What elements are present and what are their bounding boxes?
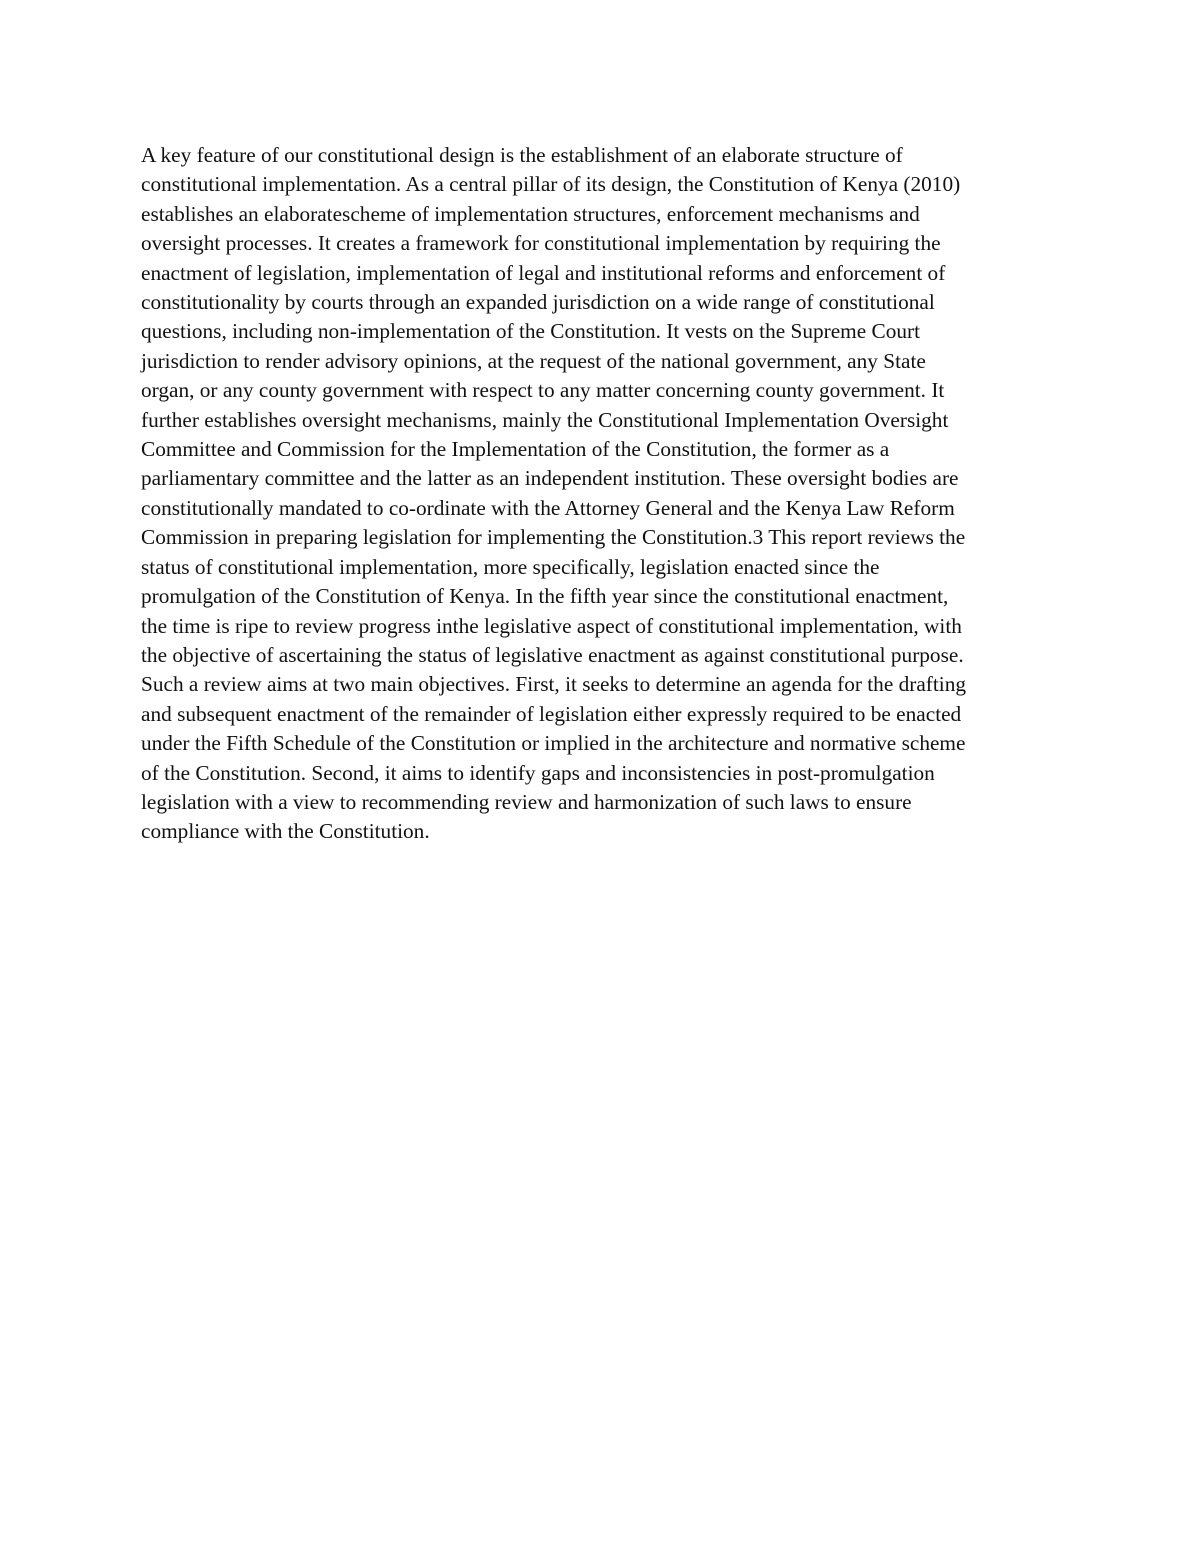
paragraph-line: Such a review aims at two main objectives. First, it seeks to determine an agenda for the drafting [141,672,967,697]
paragraph-line: organ, or any county government with respect to any matter concerning county government. It [141,378,945,403]
paragraph-line: questions, including non-implementation of the Constitution. It vests on the Supreme Court [141,319,921,344]
paragraph-line: compliance with the Constitution. [141,819,430,844]
paragraph-line: and subsequent enactment of the remainder of legislation either expressly required to be enacted [141,701,962,726]
paragraph-line: enactment of legislation, implementation of legal and institutional reforms and enforcement of [141,260,946,285]
paragraph-line: A key feature of our constitutional design is the establishment of an elaborate structure of [141,143,903,167]
paragraph-line: further establishes oversight mechanisms, mainly the Constitutional Implementation Oversight [141,407,949,432]
paragraph-line: constitutionality by courts through an expanded jurisdiction on a wide range of constitutional [141,290,935,315]
paragraph-line: under the Fifth Schedule of the Constitution or implied in the architecture and normative scheme [141,731,966,756]
paragraph-line: parliamentary committee and the latter as an independent institution. These oversight bodies are [141,466,959,491]
paragraph-line: status of constitutional implementation, more specifically, legislation enacted since the [141,554,880,579]
paragraph-line: jurisdiction to render advisory opinions, at the request of the national government, any State [141,348,926,373]
paragraph-line: establishes an elaboratescheme of implementation structures, enforcement mechanisms and [141,201,920,226]
paragraph-line: constitutionally mandated to co-ordinate with the Attorney General and the Kenya Law Reform [141,495,955,520]
paragraph-line: the objective of ascertaining the status of legislative enactment as against constitutional purpose. [141,642,964,667]
paragraph-line: constitutional implementation. As a central pillar of its design, the Constitution of Kenya (2010) [141,172,961,197]
paragraph-line: oversight processes. It creates a framework for constitutional implementation by requiring the [141,231,941,256]
paragraph-line: the time is ripe to review progress inthe legislative aspect of constitutional implementation, with [141,613,962,638]
paragraph-line: legislation with a view to recommending review and harmonization of such laws to ensure [141,789,912,814]
paragraph-line: promulgation of the Constitution of Kenya. In the fifth year since the constitutional enactment, [141,584,949,609]
body-paragraph [141,141,1071,847]
paragraph-line: Committee and Commission for the Implementation of the Constitution, the former as a [141,437,890,462]
paragraph-line: of the Constitution. Second, it aims to identify gaps and inconsistencies in post-promulgation [141,760,935,785]
paragraph-line: Commission in preparing legislation for implementing the Constitution.3 This report reviews the [141,525,966,550]
